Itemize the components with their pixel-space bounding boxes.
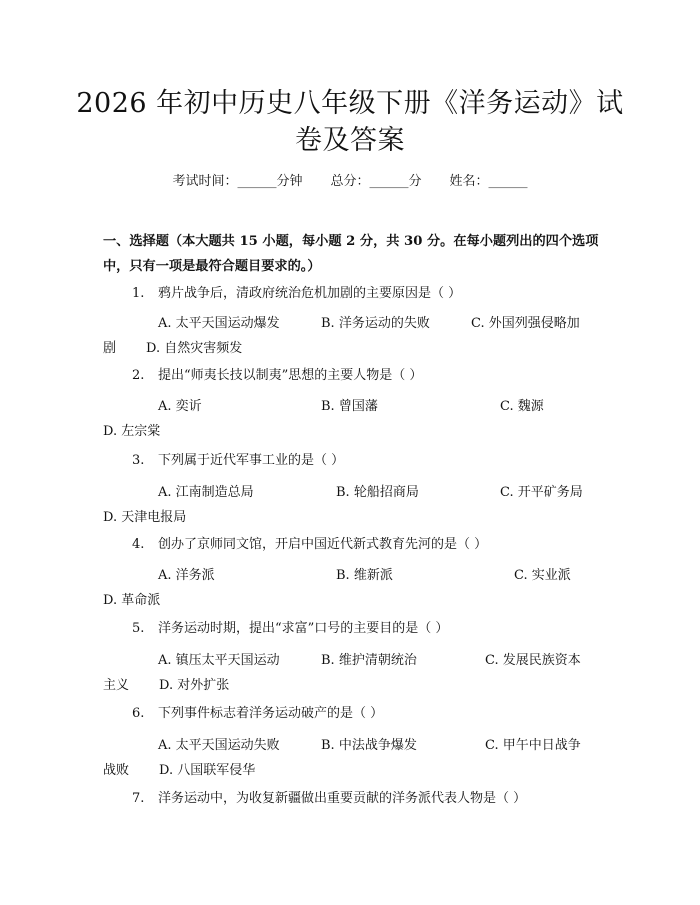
option-c: C. 实业派 <box>514 568 571 583</box>
exam-meta <box>0 170 700 189</box>
option-c-continued: 剧 <box>103 341 117 356</box>
question-text: 提出“师夷长技以制夷”思想的主要人物是（ ） <box>158 368 423 383</box>
question-text: 下列事件标志着洋务运动破产的是（ ） <box>158 706 384 721</box>
question-stem <box>132 364 422 383</box>
student-name-field: 姓名：______ <box>449 174 528 189</box>
option-c: C. 发展民族资本 <box>485 653 581 668</box>
option-a: A. 洋务派 <box>158 568 215 583</box>
option-d: D. 左宗棠 <box>103 424 161 439</box>
question-text: 下列属于近代军事工业的是（ ） <box>158 453 345 468</box>
question-text: 洋务运动时期，提出“求富”口号的主要目的是（ ） <box>158 621 449 636</box>
option-d: D. 天津电报局 <box>103 510 187 525</box>
option-a: A. 太平天国运动失败 <box>158 738 280 753</box>
option-d: D. 对外扩张 <box>159 678 230 693</box>
option-a: A. 太平天国运动爆发 <box>158 316 280 331</box>
question-number: 6. <box>132 706 145 721</box>
total-score-field: 总分：______分 <box>330 174 422 189</box>
option-c: C. 魏源 <box>500 399 544 414</box>
question-number: 1. <box>132 286 145 301</box>
exam-time-field: 考试时间：______分钟 <box>172 174 303 189</box>
option-b: B. 曾国藩 <box>321 399 378 414</box>
question-number: 5. <box>132 621 145 636</box>
question-options <box>103 394 598 444</box>
page-title-line-1: 2026 年初中历史八年级下册《洋务运动》试 <box>76 88 624 119</box>
option-c: C. 甲午中日战争 <box>485 738 581 753</box>
question-options <box>103 563 598 613</box>
option-b: B. 维新派 <box>336 568 393 583</box>
option-a: A. 江南制造总局 <box>158 485 254 500</box>
question-stem <box>132 617 448 636</box>
option-c-continued: 主义 <box>103 678 130 693</box>
question-text: 鸦片战争后，清政府统治危机加剧的主要原因是（ ） <box>158 286 462 301</box>
option-d: D. 自然灾害频发 <box>146 341 243 356</box>
option-b: B. 洋务运动的失败 <box>321 316 430 331</box>
question-text: 创办了京师同文馆，开启中国近代新式教育先河的是（ ） <box>158 537 488 552</box>
option-b: B. 轮船招商局 <box>336 485 419 500</box>
question-number: 4. <box>132 537 145 552</box>
question-options <box>103 733 598 783</box>
question-stem <box>132 282 461 301</box>
question-number: 2. <box>132 368 145 383</box>
question-stem <box>132 449 344 468</box>
question-number: 7. <box>132 791 145 806</box>
question-text: 洋务运动中，为收复新疆做出重要贡献的洋务派代表人物是（ ） <box>158 791 527 806</box>
option-b: B. 维护清朝统治 <box>321 653 417 668</box>
question-number: 3. <box>132 453 145 468</box>
option-a: A. 奕䜣 <box>158 399 202 414</box>
option-c: C. 开平矿务局 <box>500 485 583 500</box>
option-d: D. 革命派 <box>103 593 161 608</box>
option-b: B. 中法战争爆发 <box>321 738 417 753</box>
question-stem <box>132 787 526 806</box>
question-options <box>103 311 598 361</box>
option-c: C. 外国列强侵略加 <box>471 316 580 331</box>
option-c-continued: 战败 <box>103 763 130 778</box>
option-a: A. 镇压太平天国运动 <box>158 653 280 668</box>
question-stem <box>132 702 383 721</box>
question-stem <box>132 533 487 552</box>
page-title-line-2: 卷及答案 <box>295 125 405 156</box>
question-options <box>103 480 598 530</box>
question-options <box>103 648 598 698</box>
section-heading: 一、选择题（本大题共 15 小题，每小题 2 分，共 30 分。在每小题列出的四个选项中，只有一项是最符合题目要求的。） <box>103 234 599 274</box>
option-d: D. 八国联军侵华 <box>159 763 256 778</box>
